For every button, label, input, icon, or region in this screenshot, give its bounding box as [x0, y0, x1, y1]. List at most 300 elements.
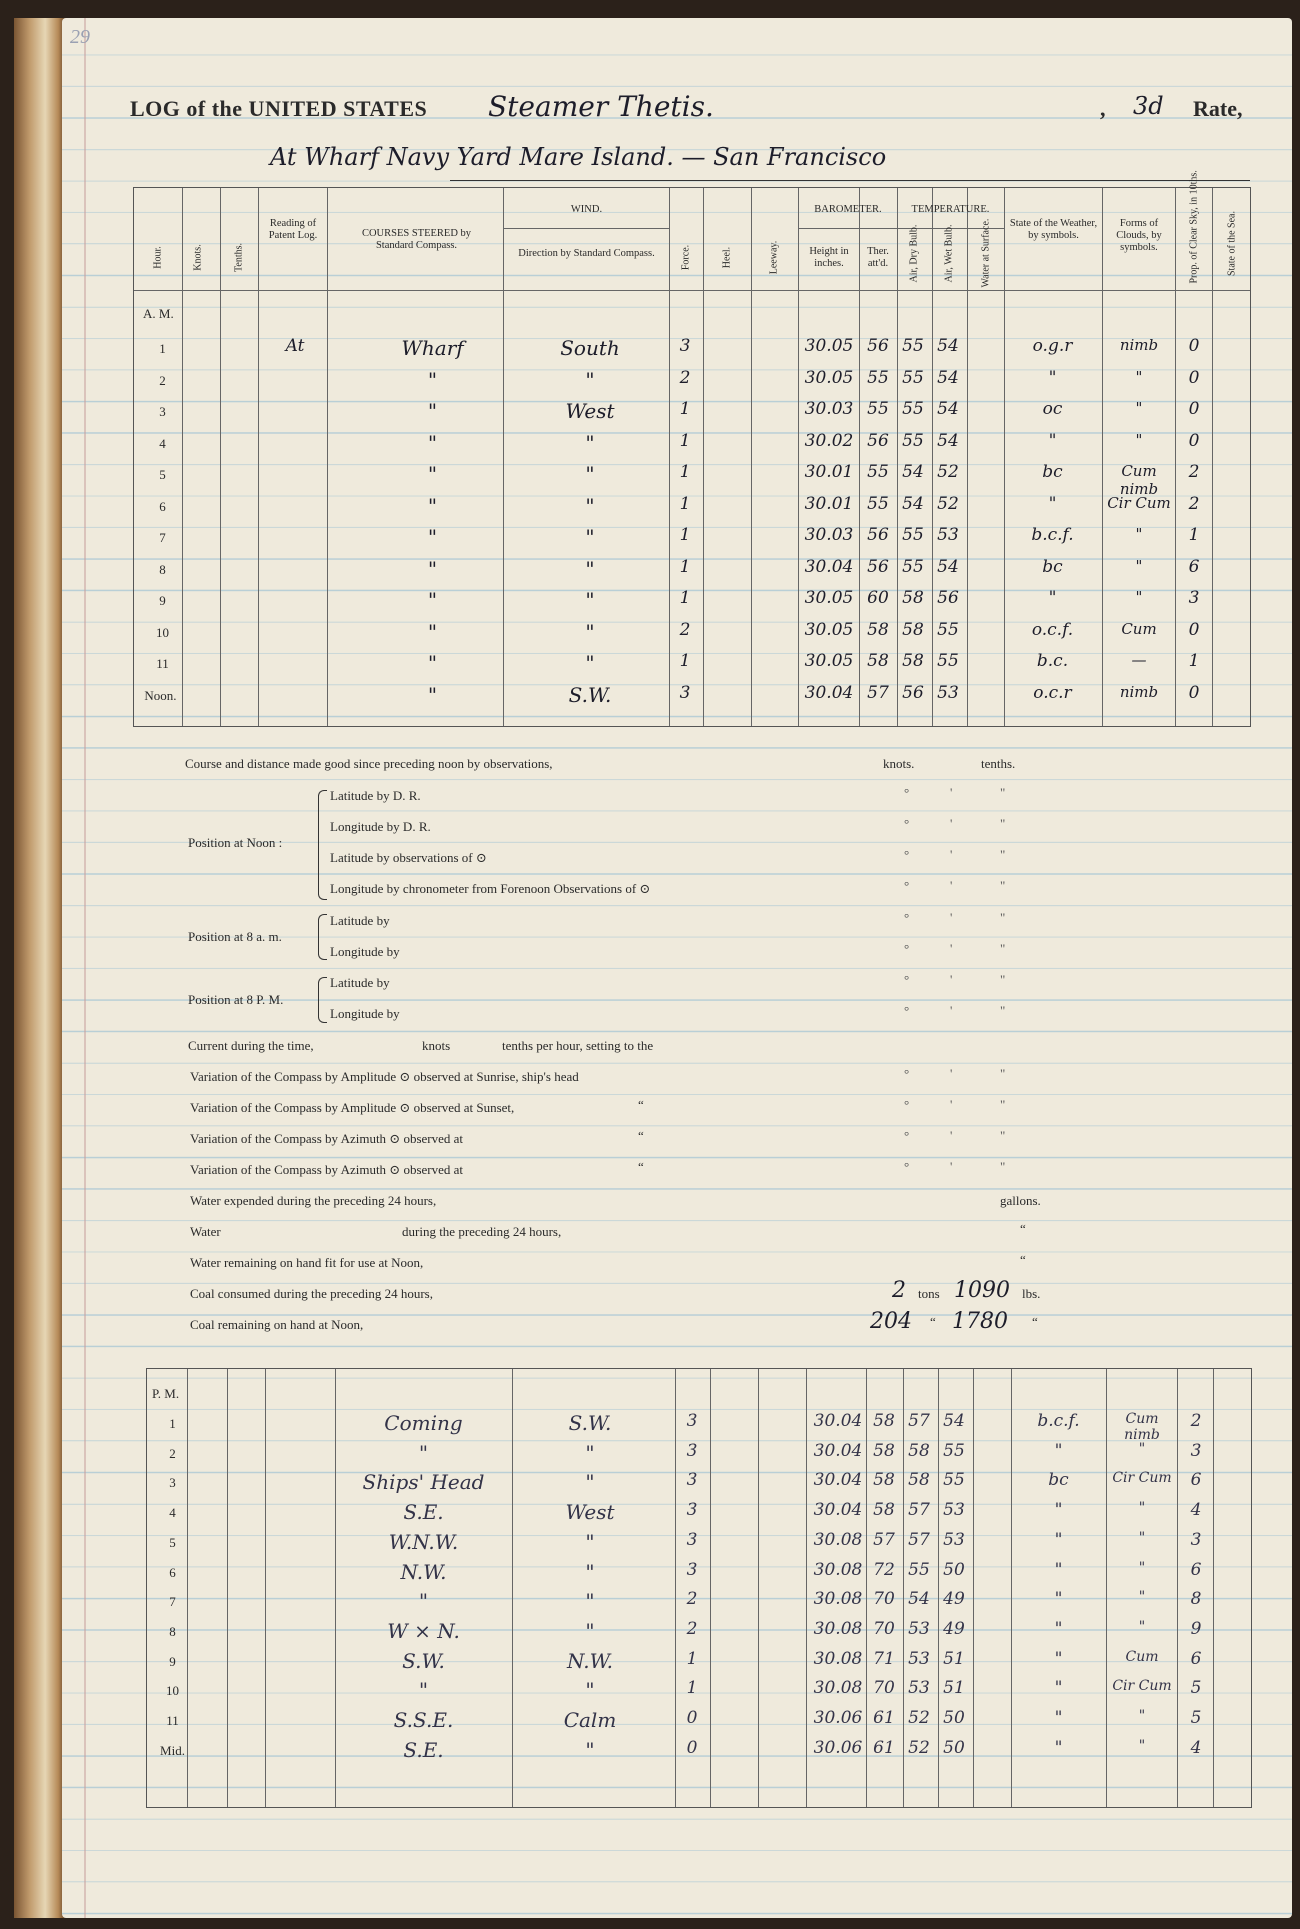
- degree-mark: °: [904, 1066, 910, 1081]
- variation-4: Variation of the Compass by Azimuth ⊙ observed at: [190, 1162, 464, 1177]
- degree-mark: °: [904, 878, 910, 893]
- pm-force: 1: [686, 1678, 698, 1699]
- am-hour: 1: [159, 341, 166, 356]
- ditto-tons: “: [930, 1314, 936, 1329]
- col-sea: State of the Sea.: [1226, 211, 1238, 276]
- am-dir: ": [585, 525, 595, 549]
- current-tenths: tenths per hour, setting to the: [502, 1038, 654, 1053]
- second-mark: ": [1000, 941, 1006, 956]
- title-rule: [450, 180, 1250, 181]
- pm-wet: 49: [943, 1589, 965, 1610]
- pm-clear: 5: [1190, 1678, 1202, 1699]
- am-course: ": [427, 651, 438, 675]
- pm-force: 3: [686, 1500, 698, 1521]
- course-line: Course and distance made good since preceding noon by observations,: [185, 756, 553, 771]
- am-force: 1: [679, 462, 691, 482]
- lat-obs: Latitude by observations of ⊙: [330, 850, 487, 865]
- pm-hour: 8: [169, 1623, 176, 1639]
- pm-clouds: ": [1138, 1440, 1146, 1457]
- am-weather: ": [1048, 367, 1057, 388]
- pm-clear: 8: [1190, 1589, 1202, 1610]
- minute-mark: ': [950, 941, 953, 956]
- am-weather: o.c.r: [1033, 682, 1072, 703]
- am-course: ": [427, 588, 438, 612]
- pm-ther: 72: [873, 1559, 895, 1580]
- pm-course: Coming: [384, 1411, 463, 1435]
- lat-8pm: Latitude by: [330, 975, 390, 990]
- am-dry: 58: [902, 588, 924, 608]
- am-wet: 54: [937, 556, 959, 577]
- am-hour: 8: [159, 561, 166, 577]
- ditto-lbs: “: [1032, 1314, 1038, 1329]
- pm-weather: ": [1054, 1708, 1063, 1728]
- water-during: during the preceding 24 hours,: [402, 1224, 562, 1239]
- am-dir: South: [560, 336, 620, 360]
- pm-ther: 70: [873, 1618, 895, 1639]
- am-dry: 55: [902, 556, 924, 577]
- pm-weather: bc: [1048, 1470, 1069, 1491]
- am-course: ": [427, 556, 438, 581]
- am-hour: 6: [159, 498, 166, 514]
- am-clouds: Cum: [1121, 619, 1157, 638]
- pm-ther: 58: [873, 1470, 895, 1491]
- margin-line: [84, 18, 86, 1918]
- lon-dr: Longitude by D. R.: [330, 819, 431, 834]
- pm-wet: 49: [943, 1618, 965, 1639]
- am-clear: 3: [1188, 588, 1200, 608]
- pm-ther: 70: [873, 1589, 895, 1610]
- am-clear: 1: [1188, 525, 1200, 545]
- am-clear: 6: [1188, 556, 1200, 577]
- pm-course: Ships' Head: [362, 1470, 485, 1495]
- am-dir: West: [565, 399, 615, 423]
- second-mark: ": [1000, 1066, 1006, 1081]
- am-ther: 55: [867, 367, 889, 388]
- degree-mark: °: [904, 941, 910, 956]
- am-ther: 55: [867, 493, 889, 514]
- pm-weather: ": [1054, 1559, 1063, 1580]
- pm-hour: 4: [169, 1505, 176, 1521]
- am-force: 1: [679, 588, 691, 608]
- am-dry: 55: [902, 399, 924, 419]
- pm-dry: 53: [908, 1678, 930, 1699]
- am-height: 30.04: [804, 682, 854, 703]
- pm-course: W.N.W.: [388, 1529, 459, 1554]
- am-weather: ": [1048, 588, 1057, 608]
- ditto-4: “: [638, 1159, 644, 1174]
- second-mark: ": [1000, 1159, 1006, 1174]
- pm-force: 3: [686, 1440, 698, 1461]
- pm-clouds: ": [1138, 1559, 1146, 1576]
- pm-force: 2: [686, 1589, 698, 1610]
- am-ther: 60: [867, 588, 889, 608]
- second-mark: ": [1000, 1003, 1006, 1018]
- pm-ther: 61: [873, 1708, 895, 1728]
- minute-mark: ': [950, 878, 953, 893]
- col-force: Force.: [680, 244, 692, 271]
- pm-ther: 57: [873, 1529, 895, 1550]
- am-dir: ": [585, 651, 595, 675]
- pm-force: 0: [686, 1737, 698, 1758]
- am-weather: o.g.r: [1032, 336, 1073, 356]
- second-mark: ": [1000, 1097, 1006, 1112]
- col-dry: Air, Dry Bulb.: [908, 224, 920, 283]
- pm-dry: 54: [908, 1589, 930, 1610]
- am-wet: 54: [937, 430, 959, 451]
- pm-dir: Calm: [563, 1708, 617, 1732]
- degree-mark: °: [904, 972, 910, 987]
- pm-height: 30.04: [813, 1440, 863, 1461]
- pm-ther: 58: [873, 1411, 895, 1431]
- am-clear: 0: [1188, 367, 1200, 388]
- am-ther: 56: [867, 336, 889, 356]
- am-dir: ": [585, 462, 595, 486]
- col-wind-direction: Direction by Standard Compass.: [518, 248, 655, 259]
- pm-clear: 6: [1190, 1648, 1202, 1669]
- pm-wet: 51: [943, 1678, 965, 1699]
- am-hour: 9: [159, 593, 166, 608]
- pm-weather: ": [1054, 1648, 1063, 1669]
- am-dry: 54: [902, 493, 924, 514]
- am-clouds: ": [1135, 430, 1143, 449]
- lat-8am: Latitude by: [330, 913, 390, 928]
- am-course: ": [427, 399, 438, 423]
- coal-consumed-lbs: 1090: [954, 1278, 1010, 1303]
- pm-height: 30.08: [813, 1618, 863, 1639]
- am-force: 1: [679, 493, 691, 514]
- minute-mark: ': [950, 1066, 953, 1081]
- am-dir: ": [585, 493, 595, 518]
- minute-mark: ': [950, 785, 953, 800]
- degree-mark: °: [904, 1097, 910, 1112]
- pm-hour: 6: [169, 1564, 176, 1580]
- degree-mark: °: [904, 847, 910, 862]
- am-ther: 58: [867, 651, 889, 671]
- col-knots: Knots.: [192, 244, 204, 271]
- am-force: 1: [679, 525, 691, 545]
- am-course: ": [427, 682, 438, 707]
- second-mark: ": [1000, 816, 1006, 831]
- pm-hour: 9: [169, 1653, 176, 1669]
- pm-wet: 50: [943, 1737, 965, 1758]
- title-text: LOG of the UNITED STATES: [130, 96, 428, 121]
- pm-clear: 5: [1190, 1708, 1202, 1728]
- pm-dir: ": [585, 1618, 595, 1643]
- tons-label: tons: [918, 1286, 940, 1301]
- am-course: ": [427, 430, 438, 455]
- pm-height: 30.08: [813, 1559, 863, 1580]
- col-weather: State of the Weather, by symbols.: [1009, 218, 1098, 241]
- am-weather: o.c.f.: [1031, 619, 1074, 640]
- am-ther: 58: [867, 619, 889, 640]
- am-clouds: nimb: [1119, 682, 1159, 701]
- am-dry: 56: [902, 682, 924, 703]
- pm-dry: 52: [908, 1708, 930, 1728]
- location-line: At Wharf Navy Yard Mare Island. — San Francisco: [270, 143, 887, 171]
- am-clouds: ": [1135, 588, 1143, 606]
- am-hour: 2: [159, 372, 166, 388]
- am-height: 30.01: [804, 493, 854, 514]
- lon-8pm: Longitude by: [330, 1006, 400, 1021]
- col-clouds: Forms of Clouds, by symbols.: [1116, 218, 1162, 253]
- position-noon-label: Position at Noon :: [188, 835, 283, 850]
- pm-height: 30.04: [813, 1470, 863, 1491]
- am-clear: 0: [1188, 430, 1200, 451]
- page-number: 29: [70, 26, 90, 48]
- minute-mark: ': [950, 816, 953, 831]
- am-dry: 58: [902, 619, 924, 640]
- am-wet: 53: [937, 525, 959, 545]
- pm-clouds: ": [1138, 1618, 1146, 1635]
- pm-wet: 50: [943, 1559, 965, 1580]
- am-clear: 2: [1188, 493, 1200, 514]
- am-dir: ": [585, 588, 595, 612]
- minute-mark: ': [950, 1128, 953, 1143]
- rate-label: Rate,: [1193, 96, 1243, 121]
- pm-hour: 7: [169, 1594, 176, 1610]
- am-dry: 55: [902, 430, 924, 451]
- second-mark: ": [1000, 878, 1006, 893]
- coal-consumed: Coal consumed during the preceding 24 hours,: [190, 1286, 433, 1301]
- col-hour: Hour.: [152, 246, 164, 269]
- coal-remaining: Coal remaining on hand at Noon,: [190, 1317, 364, 1332]
- second-mark: ": [1000, 847, 1006, 862]
- am-ther: 57: [867, 682, 889, 703]
- col-temperature: TEMPERATURE.: [911, 204, 990, 215]
- pm-height: 30.04: [813, 1500, 863, 1521]
- am-course: ": [427, 493, 438, 518]
- am-weather: ": [1048, 430, 1057, 451]
- pm-clouds: Cum nimb: [1124, 1411, 1160, 1443]
- coal-consumed-tons: 2: [892, 1278, 906, 1303]
- water-label: Water: [190, 1224, 221, 1239]
- col-height: Height in inches.: [809, 246, 849, 269]
- am-ther: 55: [867, 462, 889, 482]
- am-clouds: ": [1135, 367, 1143, 386]
- am-clear: 0: [1188, 336, 1200, 356]
- degree-mark: °: [904, 1003, 910, 1018]
- pm-clouds: Cir Cum: [1112, 1470, 1172, 1487]
- am-height: 30.01: [804, 462, 854, 482]
- pm-weather: ": [1054, 1678, 1063, 1699]
- pm-wet: 50: [943, 1708, 965, 1728]
- am-dry: 55: [902, 367, 924, 388]
- page-title: [130, 96, 427, 122]
- ditto-2: “: [638, 1097, 644, 1112]
- pm-dry: 53: [908, 1648, 930, 1669]
- pm-course: W × N.: [387, 1618, 460, 1643]
- pm-height: 30.08: [813, 1678, 863, 1699]
- pm-course: S.E.: [403, 1500, 444, 1525]
- am-weather: b.c.f.: [1031, 525, 1074, 545]
- degree-mark: °: [904, 910, 910, 925]
- minute-mark: ': [950, 910, 953, 925]
- am-course: ": [427, 462, 438, 486]
- knots-label: knots.: [883, 756, 915, 771]
- am-force: 1: [679, 651, 691, 671]
- pm-height: 30.08: [813, 1648, 863, 1669]
- pm-wet: 53: [943, 1529, 965, 1550]
- pm-force: 2: [686, 1618, 698, 1639]
- am-wet: 55: [937, 651, 959, 671]
- am-force: 2: [679, 367, 691, 388]
- pm-wet: 55: [943, 1470, 965, 1491]
- pm-clear: 3: [1190, 1440, 1202, 1461]
- pm-clouds: ": [1138, 1529, 1146, 1546]
- minute-mark: ': [950, 1159, 953, 1174]
- col-heel: Heel.: [721, 246, 733, 269]
- pm-hour: 3: [169, 1475, 176, 1491]
- am-ther: 56: [867, 556, 889, 577]
- am-ther: 56: [867, 430, 889, 451]
- lon-chron: Longitude by chronometer from Forenoon Observations of ⊙: [330, 881, 651, 896]
- pm-dir: ": [585, 1589, 595, 1614]
- pm-force: 3: [686, 1529, 698, 1550]
- am-clear: 1: [1188, 651, 1200, 671]
- am-hour: Noon.: [144, 687, 177, 703]
- pm-dir: S.W.: [568, 1411, 612, 1435]
- pm-clouds: Cir Cum: [1112, 1678, 1172, 1695]
- pm-weather: b.c.f.: [1037, 1411, 1080, 1431]
- col-wet: Air, Wet Bulb.: [943, 224, 955, 283]
- am-clear: 2: [1188, 462, 1200, 482]
- am-weather: oc: [1042, 399, 1063, 419]
- pm-ther: 58: [873, 1500, 895, 1521]
- pm-clear: 9: [1190, 1618, 1202, 1639]
- pm-course: ": [418, 1678, 429, 1703]
- am-wet: 53: [937, 682, 959, 703]
- am-clouds: Cir Cum: [1107, 493, 1171, 512]
- ditto-water-1: “: [1020, 1221, 1026, 1236]
- am-dry: 55: [902, 525, 924, 545]
- am-wet: 55: [937, 619, 959, 640]
- pm-dir: ": [585, 1737, 595, 1762]
- pm-course: S.W.: [402, 1648, 445, 1673]
- position-8pm-label: Position at 8 P. M.: [188, 992, 284, 1007]
- book-binding: [14, 18, 66, 1918]
- pm-course: N.W.: [400, 1559, 447, 1584]
- am-height: 30.05: [804, 651, 854, 671]
- am-dry: 54: [902, 462, 924, 482]
- am-dry: 58: [902, 651, 924, 671]
- am-hour: 5: [159, 467, 166, 482]
- am-clear: 0: [1188, 399, 1200, 419]
- col-leeway: Leeway.: [768, 240, 780, 275]
- am-force: 1: [679, 556, 691, 577]
- second-mark: ": [1000, 910, 1006, 925]
- ditto-water-2: “: [1020, 1252, 1026, 1267]
- pm-height: 30.08: [813, 1529, 863, 1550]
- am-weather: bc: [1042, 556, 1063, 577]
- pm-dir: West: [565, 1500, 615, 1525]
- pm-ther: 71: [873, 1648, 895, 1669]
- am-clouds: nimb: [1119, 336, 1159, 354]
- variation-2: Variation of the Compass by Amplitude ⊙ observed at Sunset,: [190, 1100, 515, 1115]
- am-height: 30.04: [804, 556, 854, 577]
- pm-clear: 3: [1190, 1529, 1202, 1550]
- am-clouds: ": [1135, 525, 1143, 543]
- am-weather: bc: [1042, 462, 1063, 482]
- am-hour: 4: [159, 435, 166, 451]
- am-weather: b.c.: [1036, 651, 1069, 671]
- coal-remaining-tons: 204: [870, 1309, 912, 1334]
- am-height: 30.05: [804, 336, 854, 356]
- rate-value: 3d: [1133, 92, 1164, 120]
- rate-comma: ,: [1100, 96, 1106, 121]
- pm-height: 30.06: [813, 1737, 863, 1758]
- pm-wet: 51: [943, 1648, 965, 1669]
- pm-dry: 52: [908, 1737, 930, 1758]
- am-log-table: [133, 170, 1251, 727]
- am-dir: ": [585, 556, 595, 581]
- pm-clouds: ": [1138, 1500, 1146, 1517]
- pm-wet: 53: [943, 1500, 965, 1521]
- pm-hour: 5: [169, 1534, 176, 1550]
- pm-weather: ": [1054, 1589, 1063, 1610]
- col-water: Water at Surface.: [980, 218, 992, 288]
- minute-mark: ': [950, 972, 953, 987]
- am-hour: 7: [159, 530, 166, 545]
- am-dry: 55: [902, 336, 924, 356]
- am-height: 30.02: [804, 430, 854, 451]
- am-hour: 11: [156, 656, 169, 671]
- pm-height: 30.08: [813, 1589, 863, 1610]
- pm-hour: Mid.: [160, 1742, 185, 1758]
- lon-8am: Longitude by: [330, 944, 400, 959]
- pm-ther: 61: [873, 1737, 895, 1758]
- pm-force: 3: [686, 1411, 698, 1431]
- am-clouds: —: [1131, 651, 1147, 669]
- pm-dry: 57: [908, 1411, 930, 1431]
- pm-dir: ": [585, 1470, 595, 1495]
- am-height: 30.05: [804, 619, 854, 640]
- col-wind: WIND.: [570, 204, 603, 215]
- am-dir: ": [585, 430, 595, 455]
- pm-hour: 1: [169, 1416, 176, 1431]
- am-label: A. M.: [143, 306, 174, 321]
- pm-force: 3: [686, 1470, 698, 1491]
- am-ther: 55: [867, 399, 889, 419]
- minute-mark: ': [950, 1003, 953, 1018]
- am-hour: 3: [159, 404, 166, 419]
- position-8am-label: Position at 8 a. m.: [188, 929, 282, 944]
- pm-dry: 53: [908, 1618, 930, 1639]
- minute-mark: ': [950, 847, 953, 862]
- col-ther: Ther. att'd.: [867, 246, 889, 269]
- col-courses: COURSES STEERED by Standard Compass.: [361, 228, 472, 251]
- degree-mark: °: [904, 816, 910, 831]
- am-force: 1: [679, 399, 691, 419]
- pm-course: S.E.: [403, 1737, 444, 1762]
- second-mark: ": [1000, 972, 1006, 987]
- pm-clear: 6: [1190, 1470, 1202, 1491]
- pm-clouds: Cum: [1125, 1648, 1159, 1665]
- pm-dry: 55: [908, 1559, 930, 1580]
- am-hour: 10: [156, 624, 169, 640]
- am-force: 1: [679, 430, 691, 451]
- coal-remaining-lbs: 1780: [952, 1309, 1008, 1334]
- tenths-label: tenths.: [981, 756, 1016, 771]
- pm-clouds: ": [1138, 1737, 1146, 1754]
- current-text: Current during the time,: [188, 1038, 314, 1053]
- pm-course: ": [418, 1589, 429, 1614]
- pm-force: 0: [686, 1708, 698, 1728]
- pm-course: S.S.E.: [393, 1708, 454, 1732]
- pm-weather: ": [1054, 1500, 1063, 1521]
- pm-clear: 4: [1190, 1500, 1202, 1521]
- second-mark: ": [1000, 1128, 1006, 1143]
- pm-dir: ": [585, 1559, 595, 1584]
